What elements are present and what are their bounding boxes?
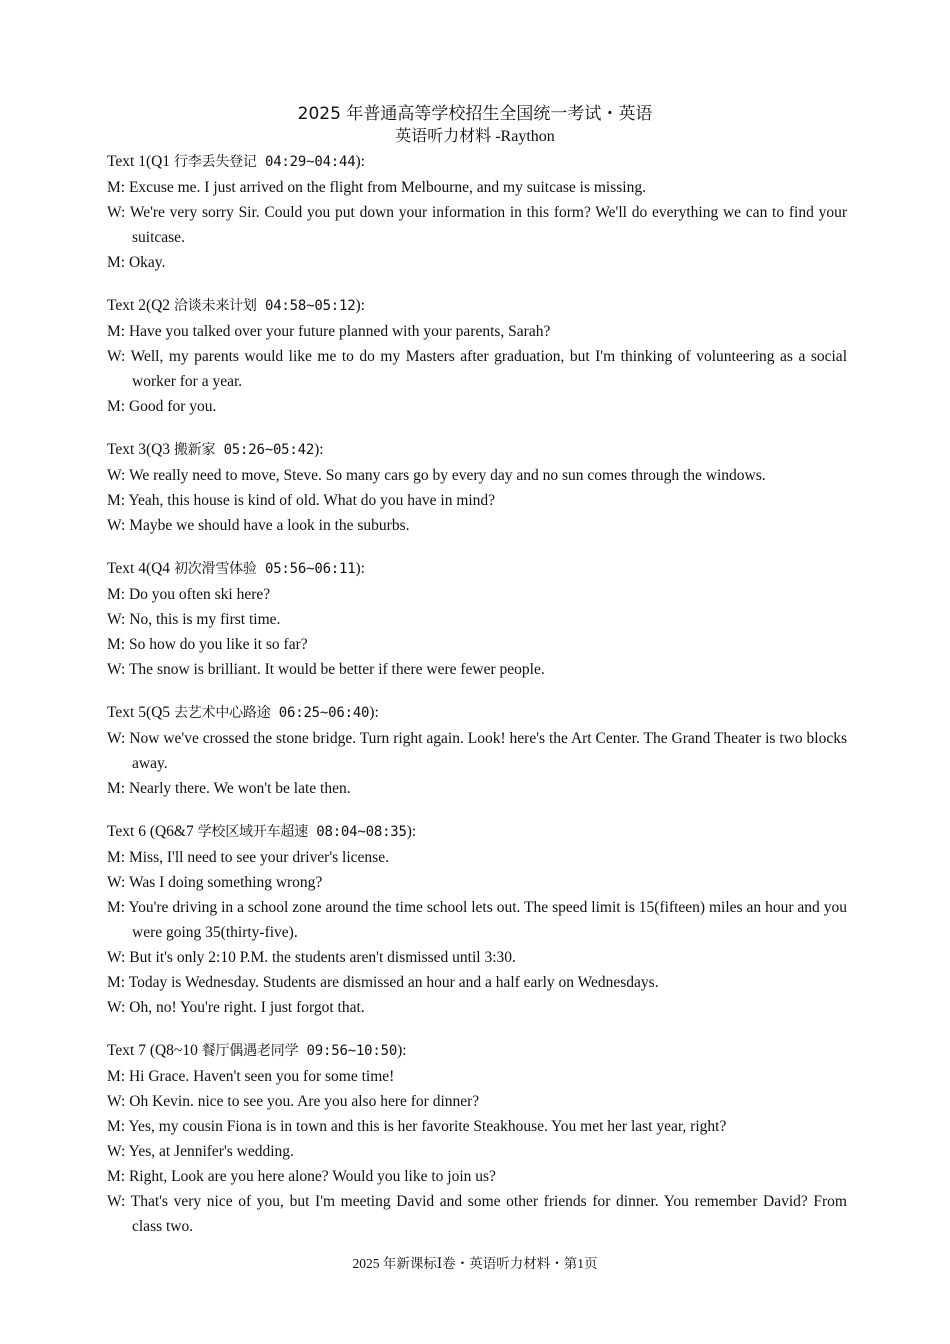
section-topic: 行李丢失登记 04:29~04:44 <box>173 154 356 170</box>
speaker-label: W: <box>107 1143 129 1160</box>
utterance-text: Oh Kevin. nice to see you. Are you also here for dinner? <box>129 1093 480 1110</box>
section-heading <box>107 819 847 845</box>
section-topic: 餐厅偶遇老同学 09:56~10:50 <box>201 1043 398 1059</box>
dialogue-line <box>107 1164 847 1189</box>
dialogue-line <box>107 394 847 419</box>
speaker-label: W: <box>107 730 130 747</box>
section-label: Text 2(Q2 <box>107 297 174 314</box>
section-close: ): <box>355 560 365 577</box>
utterance-text: But it's only 2:10 P.M. the students aren't dismissed until 3:30. <box>129 949 516 966</box>
dialogue-line <box>107 657 847 682</box>
utterance-text: Excuse me. I just arrived on the flight from Melbourne, and my suitcase is missing. <box>128 179 646 196</box>
utterance-text: Yes, at Jennifer's wedding. <box>128 1143 294 1160</box>
utterance-text: Oh, no! You're right. I just forgot that. <box>129 999 365 1016</box>
speaker-label: W: <box>107 611 130 628</box>
speaker-label: W: <box>107 467 129 484</box>
section-topic: 去艺术中心路途 06:25~06:40 <box>173 705 370 721</box>
document-subtitle: 英语听力材料 -Raython <box>395 128 555 145</box>
section-heading <box>107 437 847 463</box>
section-close: ): <box>369 704 379 721</box>
utterance-text: That's very nice of you, but I'm meeting David and some other friends for dinner. You remember David? From class two. <box>130 1193 847 1235</box>
utterance-text: Maybe we should have a look in the suburbs. <box>129 517 410 534</box>
utterance-text: Right, Look are you here alone? Would you like to join us? <box>128 1168 496 1185</box>
speaker-label: M: <box>107 849 129 866</box>
section-topic: 洽谈未来计划 04:58~05:12 <box>173 298 356 314</box>
speaker-label: W: <box>107 874 129 891</box>
utterance-text: No, this is my first time. <box>129 611 281 628</box>
speaker-label: M: <box>107 974 129 991</box>
utterance-text: You're driving in a school zone around the time school lets out. The speed limit is 15(fifteen) miles an hour and you were going 35(thirty-five). <box>128 899 847 941</box>
section-label: Text 4(Q4 <box>107 560 174 577</box>
transcript-section <box>107 700 847 801</box>
section-label: Text 6 (Q6&7 <box>107 823 198 840</box>
speaker-label: M: <box>107 636 129 653</box>
dialogue-line <box>107 1139 847 1164</box>
dialogue-line <box>107 319 847 344</box>
dialogue-line <box>107 1189 847 1239</box>
dialogue-line <box>107 895 847 945</box>
section-topic: 搬新家 05:26~05:42 <box>173 442 315 458</box>
utterance-text: Well, my parents would like me to do my Masters after graduation, but I'm thinking of volunteering as a social worker for a year. <box>130 348 847 390</box>
dialogue-line <box>107 1114 847 1139</box>
utterance-text: Do you often ski here? <box>128 586 271 603</box>
speaker-label: W: <box>107 348 131 365</box>
dialogue-line <box>107 632 847 657</box>
dialogue-line <box>107 200 847 250</box>
section-close: ): <box>314 441 324 458</box>
utterance-text: We really need to move, Steve. So many cars go by every day and no sun comes through the windows. <box>128 467 766 484</box>
section-label: Text 7 (Q8~10 <box>107 1042 202 1059</box>
section-close: ): <box>355 153 365 170</box>
transcript-section <box>107 437 847 538</box>
section-close: ): <box>355 297 365 314</box>
speaker-label: W: <box>107 661 129 678</box>
utterance-text: Good for you. <box>128 398 217 415</box>
document-title: 2025 年普通高等学校招生全国统一考试・英语 <box>297 104 653 124</box>
section-heading <box>107 1038 847 1064</box>
transcript-section <box>107 819 847 1020</box>
utterance-text: Today is Wednesday. Students are dismissed an hour and a half early on Wednesdays. <box>128 974 659 991</box>
speaker-label: M: <box>107 1068 129 1085</box>
utterance-text: Was I doing something wrong? <box>128 874 323 891</box>
dialogue-line <box>107 845 847 870</box>
dialogue-line <box>107 463 847 488</box>
dialogue-line <box>107 175 847 200</box>
section-topic: 学校区域开车超速 08:04~08:35 <box>197 824 407 840</box>
utterance-text: Hi Grace. Haven't seen you for some time! <box>128 1068 395 1085</box>
speaker-label: M: <box>107 899 129 916</box>
speaker-label: M: <box>107 780 129 797</box>
transcript-body <box>107 149 847 1257</box>
section-heading <box>107 700 847 726</box>
speaker-label: M: <box>107 254 129 271</box>
transcript-section <box>107 293 847 419</box>
speaker-label: W: <box>107 999 130 1016</box>
dialogue-line <box>107 870 847 895</box>
dialogue-line <box>107 726 847 776</box>
speaker-label: W: <box>107 1093 130 1110</box>
utterance-text: So how do you like it so far? <box>128 636 308 653</box>
speaker-label: M: <box>107 179 129 196</box>
utterance-text: Yeah, this house is kind of old. What do you have in mind? <box>128 492 496 509</box>
section-heading <box>107 293 847 319</box>
dialogue-line <box>107 1064 847 1089</box>
utterance-text: The snow is brilliant. It would be better if there were fewer people. <box>128 661 545 678</box>
section-label: Text 5(Q5 <box>107 704 174 721</box>
speaker-label: M: <box>107 398 129 415</box>
speaker-label: W: <box>107 517 130 534</box>
section-heading <box>107 149 847 175</box>
dialogue-line <box>107 970 847 995</box>
speaker-label: M: <box>107 1168 129 1185</box>
speaker-label: M: <box>107 1118 129 1135</box>
speaker-label: M: <box>107 492 129 509</box>
page-footer: 2025 年新课标Ⅰ卷・英语听力材料・第1页 <box>352 1256 598 1271</box>
speaker-label: W: <box>107 949 130 966</box>
utterance-text: Miss, I'll need to see your driver's license. <box>128 849 389 866</box>
utterance-text: Now we've crossed the stone bridge. Turn right again. Look! here's the Art Center. The Grand Theater is two blocks away. <box>129 730 847 772</box>
transcript-section <box>107 1038 847 1239</box>
utterance-text: Okay. <box>128 254 166 271</box>
transcript-section <box>107 149 847 275</box>
utterance-text: Nearly there. We won't be late then. <box>128 780 351 797</box>
speaker-label: W: <box>107 204 130 221</box>
dialogue-line <box>107 776 847 801</box>
dialogue-line <box>107 1089 847 1114</box>
dialogue-line <box>107 945 847 970</box>
utterance-text: Yes, my cousin Fiona is in town and this is her favorite Steakhouse. You met her last year, right? <box>128 1118 727 1135</box>
dialogue-line <box>107 488 847 513</box>
section-close: ): <box>406 823 417 840</box>
speaker-label: W: <box>107 1193 131 1210</box>
transcript-section <box>107 556 847 682</box>
section-label: Text 3(Q3 <box>107 441 174 458</box>
section-heading <box>107 556 847 582</box>
section-close: ): <box>397 1042 407 1059</box>
dialogue-line <box>107 582 847 607</box>
dialogue-line <box>107 607 847 632</box>
dialogue-line <box>107 344 847 394</box>
section-topic: 初次滑雪体验 05:56~06:11 <box>173 561 356 577</box>
utterance-text: We're very sorry Sir. Could you put down your information in this form? We'll do everything we can to find your suitcase. <box>129 204 847 246</box>
dialogue-line <box>107 995 847 1020</box>
utterance-text: Have you talked over your future planned with your parents, Sarah? <box>128 323 551 340</box>
speaker-label: M: <box>107 586 129 603</box>
section-label: Text 1(Q1 <box>107 153 174 170</box>
dialogue-line <box>107 513 847 538</box>
speaker-label: M: <box>107 323 129 340</box>
dialogue-line <box>107 250 847 275</box>
